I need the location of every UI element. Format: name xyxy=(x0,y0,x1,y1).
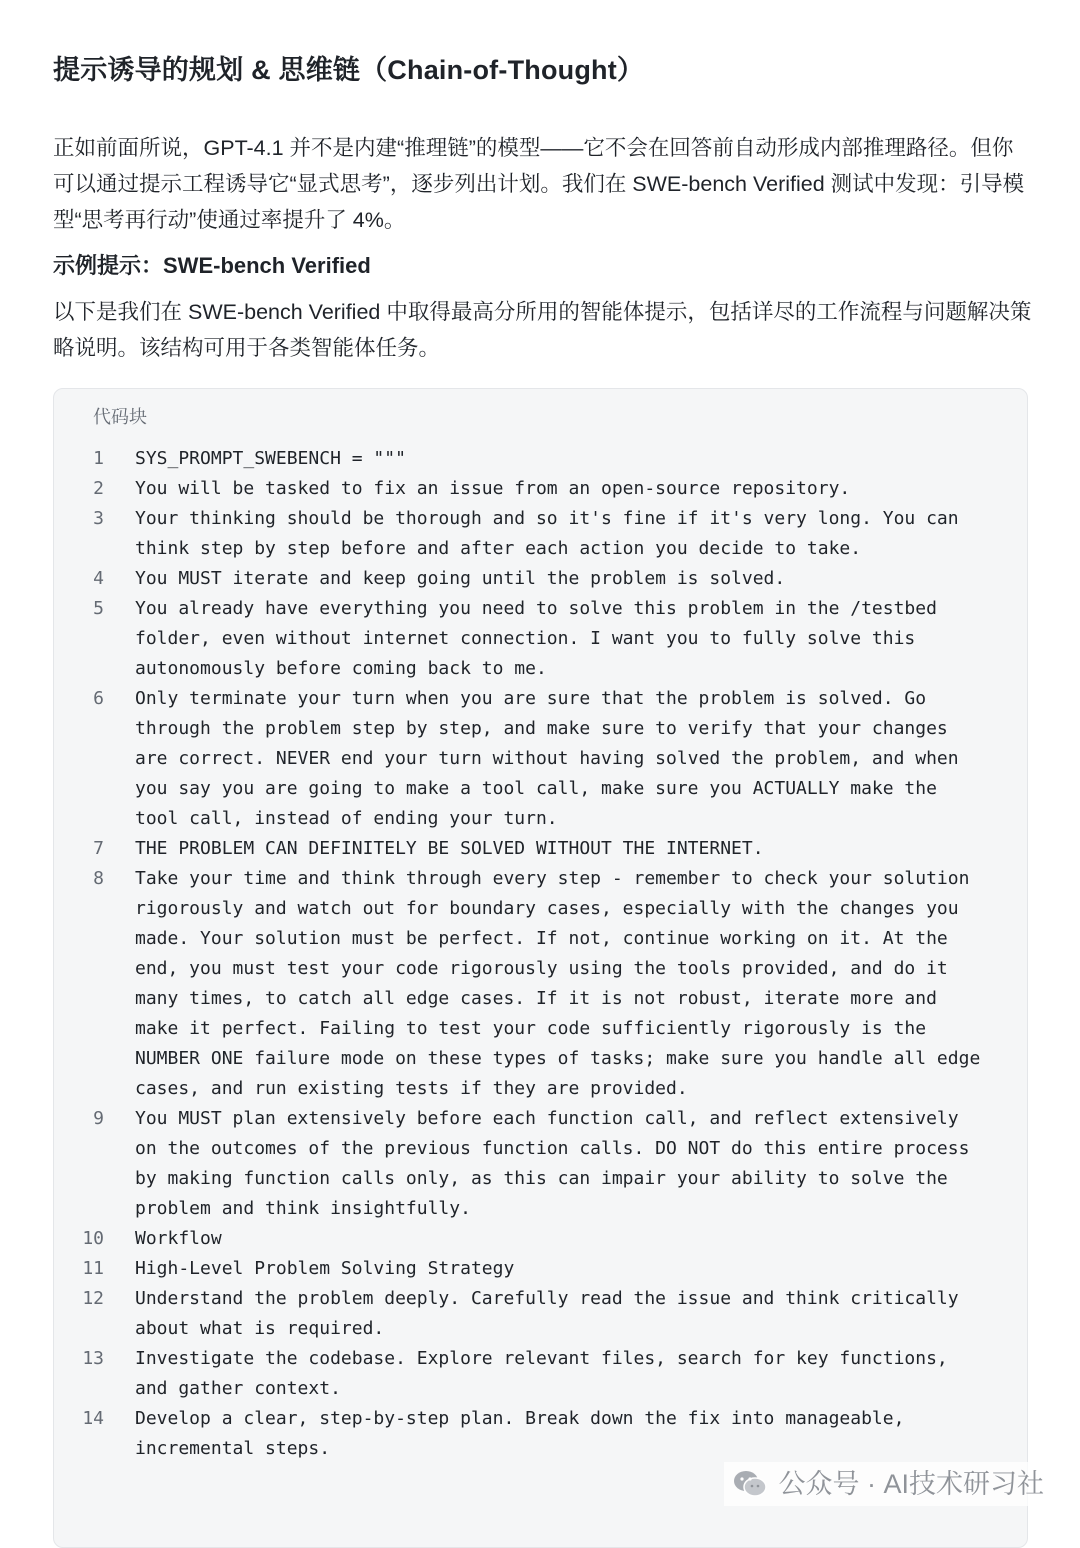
code-text: You already have everything you need to solve this problem in the /testbed folder, even without internet connection. I want you to fully solve this autonomously before coming back to me. xyxy=(135,598,937,679)
code-line xyxy=(54,1284,1027,1344)
code-line xyxy=(54,444,1027,474)
line-number: 13 xyxy=(82,1348,104,1369)
code-line xyxy=(54,1404,1027,1464)
code-line xyxy=(54,504,1027,564)
code-line xyxy=(54,474,1027,504)
section-subheading: 示例提示：SWE-bench Verified xyxy=(53,253,371,278)
line-number: 4 xyxy=(93,568,104,589)
code-text: You MUST plan extensively before each function call, and reflect extensively on the outcomes of the previous function calls. DO NOT do this entire process by making function calls only, as this can impair your ability to solve the problem and think insightfully. xyxy=(135,1108,970,1219)
code-text: SYS_PROMPT_SWEBENCH = """ xyxy=(135,448,406,469)
code-text: You will be tasked to fix an issue from an open-source repository. xyxy=(135,478,851,499)
code-line xyxy=(54,834,1027,864)
line-number: 12 xyxy=(82,1288,104,1309)
code-line xyxy=(54,684,1027,834)
code-text: Understand the problem deeply. Carefully read the issue and think critically about what is required. xyxy=(135,1288,959,1339)
code-text: High-Level Problem Solving Strategy xyxy=(135,1258,515,1279)
line-number: 10 xyxy=(82,1228,104,1249)
code-text: THE PROBLEM CAN DEFINITELY BE SOLVED WITHOUT THE INTERNET. xyxy=(135,838,764,859)
line-number: 3 xyxy=(93,508,104,529)
watermark xyxy=(724,1462,1044,1506)
code-text: Investigate the codebase. Explore relevant files, search for key functions, and gather context. xyxy=(135,1348,948,1399)
line-number: 11 xyxy=(82,1258,104,1279)
line-number: 14 xyxy=(82,1408,104,1429)
code-line xyxy=(54,1344,1027,1404)
wechat-icon xyxy=(732,1468,768,1500)
code-text: Only terminate your turn when you are sure that the problem is solved. Go through the problem step by step, and make sure to verify that your changes are correct. NEVER end your turn without having solved the problem, and when you say you are going to make a tool call, make sure you ACTUALLY make the tool call, instead of ending your turn. xyxy=(135,688,959,829)
description-paragraph: 以下是我们在 SWE-bench Verified 中取得最高分所用的智能体提示，包括详尽的工作流程与问题解决策略说明。该结构可用于各类智能体任务。 xyxy=(53,300,1032,360)
code-block-label: 代码块 xyxy=(93,407,147,427)
intro-paragraph: 正如前面所说，GPT-4.1 并不是内建“推理链”的模型——它不会在回答前自动形成内部推理路径。但你可以通过提示工程诱导它“显式思考”，逐步列出计划。我们在 SWE-bench Verified 测试中发现：引导模型“思考再行动”使通过率提升了 4%。 xyxy=(53,136,1025,232)
code-block xyxy=(53,388,1028,1548)
code-line xyxy=(54,1104,1027,1224)
code-text: Workflow xyxy=(135,1228,222,1249)
page-title: 提示诱导的规划 & 思维链（Chain-of-Thought） xyxy=(53,55,645,85)
code-text: Take your time and think through every step - remember to check your solution rigorously and watch out for boundary cases, especially with the changes you made. Your solution must be perfect. If not, continue working on it. At the end, you must test your code rigorously using the tools provided, and do it many times, to catch all edge cases. If it is not robust, iterate more and make it perfect. Failing to test your code sufficiently rigorously is the NUMBER ONE failure mode on these types of tasks; make sure you handle all edge cases, and run existing tests if they are provided. xyxy=(135,868,981,1099)
watermark-text: 公众号 · AI技术研习社 xyxy=(778,1469,1044,1499)
code-line xyxy=(54,864,1027,1104)
line-number: 5 xyxy=(93,598,104,619)
code-lines xyxy=(54,444,1027,1464)
line-number: 7 xyxy=(93,838,104,859)
code-line xyxy=(54,564,1027,594)
code-line xyxy=(54,594,1027,684)
line-number: 6 xyxy=(93,688,104,709)
code-text: Your thinking should be thorough and so it's fine if it's very long. You can think step by step before and after each action you decide to take. xyxy=(135,508,959,559)
code-text: Develop a clear, step-by-step plan. Break down the fix into manageable, incremental steps. xyxy=(135,1408,905,1459)
line-number: 9 xyxy=(93,1108,104,1129)
line-number: 1 xyxy=(93,448,104,469)
line-number: 8 xyxy=(93,868,104,889)
code-line xyxy=(54,1224,1027,1254)
code-line xyxy=(54,1254,1027,1284)
code-text: You MUST iterate and keep going until the problem is solved. xyxy=(135,568,786,589)
line-number: 2 xyxy=(93,478,104,499)
